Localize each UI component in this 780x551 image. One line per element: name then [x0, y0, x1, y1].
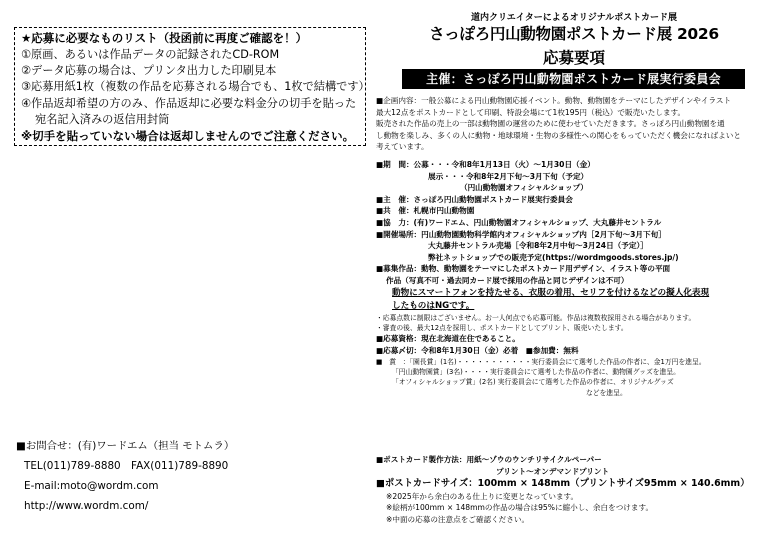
checklist-item: 宛名記入済みの返信用封筒	[35, 112, 170, 126]
text-line: 販売された作品の売上の一部は動物園の運営のために使わせていただきます。さっぽろ円山動物園を通	[376, 119, 725, 129]
contact-info	[16, 436, 356, 516]
entry-works-line: 作品（写真不可・過去同カード展で採用の作品と同じデザインは不可）	[386, 275, 629, 285]
ng-notice: 動物にスマートフォンを持たせる、衣服の着用、セリフを付けるなどの擬人化表現	[392, 287, 710, 298]
period-line: 展示・・・令和8年2月下旬～3月下旬（予定）	[428, 171, 589, 181]
size-note: ※中面の応募の注意点をご確認ください。	[386, 514, 530, 524]
period-line: （円山動物園オフィシャルショップ）	[460, 183, 588, 193]
note-line: ・応募点数に制限はございません。お一人何点でも応募可能。作品は複数枚採用される場合があります。	[376, 313, 696, 322]
guidelines-title: 応募要項	[542, 49, 605, 67]
award-line: 「円山動物園賞」(3名)・・・・実行委員会にて選考した作品の作者に、動物園グッズを進呈。	[392, 367, 680, 376]
eligibility-line: ■応募資格：現在北海道在住であること。	[376, 334, 520, 344]
text-line: ■企画内容：一般公募による円山動物園応援イベント。動物、動物園をテーマにしたデザインやイラスト	[376, 96, 732, 105]
contact-url: http://www.wordm.com/	[24, 500, 149, 512]
contact-phone: TEL(011)789-8880 FAX(011)789-8890	[24, 460, 229, 472]
venue-line: 大丸藤井セントラル売場［令和8年2月中旬～3月24日（予定）］	[428, 241, 648, 251]
checklist-item: ①原画、あるいは作品データの記録されたCD-ROM	[21, 48, 280, 61]
checklist-item: ②データ応募の場合は、プリンタ出力した印刷見本	[21, 64, 277, 78]
award-line: などを進呈。	[586, 388, 627, 397]
ng-notice: したものはNGです。	[392, 300, 475, 311]
organizer-line: ■主 催：さっぽろ円山動物園ポストカード展実行委員会	[376, 194, 573, 204]
size-note: ※絵柄が100mm × 148mmの作品の場合は95%に縮小し、余白をつけます。	[386, 503, 654, 513]
cooperation-line: ■協 力：(有)ワードエム、円山動物園オフィシャルショップ、大丸藤井セントラル	[376, 217, 662, 227]
production-line: プリント～オンデマンドプリント	[496, 466, 610, 476]
size-line: ■ポストカードサイズ：100mm × 148mm（プリントサイズ95mm × 140.6mm）	[376, 478, 750, 490]
exhibition-title: さっぽろ円山動物園ポストカード展 2026	[429, 25, 719, 43]
guidelines-body	[376, 95, 772, 525]
contact-email: E-mail:moto@wordm.com	[24, 480, 159, 492]
contact-heading: ■お問合せ：(有)ワードエム（担当 モトムラ）	[16, 440, 235, 452]
entry-works-line: ■募集作品：動物、動物園をテーマにしたポストカード用デザイン、イラスト等の平面	[376, 264, 671, 274]
checklist-warning: ※切手を貼っていない場合は返却しませんのでご注意ください。	[21, 129, 355, 144]
required-items-checklist	[14, 27, 370, 146]
checklist-item: ③応募用紙1枚（複数の作品を応募される場合でも、1枚で結構です）	[21, 80, 370, 94]
size-note: ※2025年から余白のある仕上りに変更となっています。	[386, 491, 579, 501]
checklist-item: ④作品返却希望の方のみ、作品返却に必要な料金分の切手を貼った	[21, 96, 357, 110]
production-line: ■ポストカード製作方法：用紙～ゾウのウンチリサイクルペーパー	[376, 455, 602, 465]
text-line: 最大12点をポストカードとして印刷、特設会場にて1枚195円（税込）で販売いたします。	[376, 107, 686, 117]
organizer-banner: 主催：さっぽろ円山動物園ポストカード展実行委員会	[402, 69, 745, 89]
award-line: 「オフィシャルショップ賞」(2名) 実行委員会にて選考した作品の作者に、オリジナルグッズ	[392, 378, 674, 387]
text-line: し動物を楽しみ、多くの人に動物・地球環境・生物の多様性への関心をもっていただく機会になればよいと	[376, 130, 741, 140]
deadline-line: ■応募〆切：令和8年1月30日（金）必着 ■参加費：無料	[376, 345, 579, 355]
venue-line: ■開催場所：円山動物園動物科学館内オフィシャルショップ内［2月下旬～3月下旬］	[376, 229, 666, 239]
checklist-title: ★応募に必要なものリスト（投函前に再度ご確認を！）	[21, 31, 308, 45]
venue-line: 弊社ネットショップでの販売予定(https://wordmgoods.stores.jp/)	[428, 252, 679, 262]
exhibition-subtitle: 道内クリエイターによるオリジナルポストカード展	[470, 13, 678, 23]
note-line: ・審査の後、最大12点を採用し、ポストカードとしてプリント、販売いたします。	[376, 323, 628, 332]
text-line: 考えています。	[376, 142, 429, 152]
period-line: ■期 間：公募・・・令和8年1月13日（火）～1月30日（金）	[376, 159, 595, 169]
cosponsor-line: ■共 催：札幌市円山動物園	[376, 206, 475, 216]
award-line: ■ 賞 ：「園長賞」(1名)・・・・・・・・・・・実行委員会にて選考した作品の作者に、金1万円を進呈。	[376, 357, 706, 366]
